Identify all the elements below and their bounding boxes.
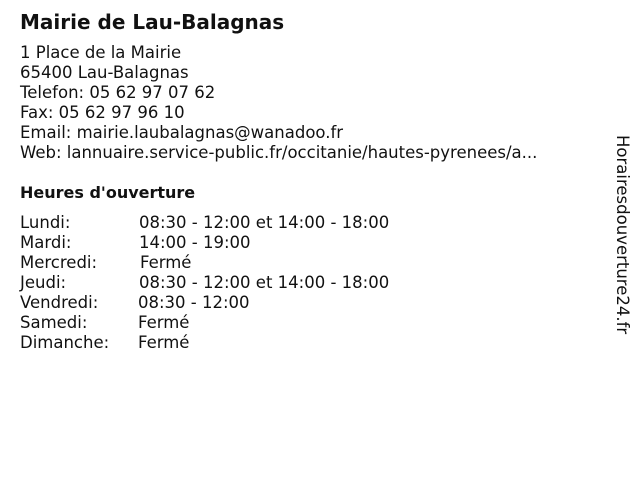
day-hours: 08:30 - 12:00 [138,293,250,312]
watermark-text: Horairesdouverture24.fr [613,135,632,335]
day-label: Vendredi: [20,293,99,312]
day-label: Dimanche: [20,333,110,352]
street-address: 1 Place de la Mairie [20,43,182,62]
day-label: Lundi: [20,213,71,232]
day-hours: Fermé [138,313,190,332]
day-hours: 14:00 - 19:00 [139,233,251,252]
hours-heading: Heures d'ouverture [20,183,196,202]
day-hours: 08:30 - 12:00 et 14:00 - 18:00 [139,213,390,232]
phone-number: Telefon: 05 62 97 07 62 [20,83,216,102]
email-link[interactable]: Email: mairie.laubalagnas@wanadoo.fr [20,123,344,142]
day-label: Jeudi: [20,273,67,292]
day-label: Samedi: [20,313,88,332]
fax-number: Fax: 05 62 97 96 10 [20,103,185,122]
day-hours: 08:30 - 12:00 et 14:00 - 18:00 [139,273,390,292]
city-address: 65400 Lau-Balagnas [20,63,189,82]
contact-info [20,43,537,163]
day-label: Mardi: [20,233,72,252]
day-hours: Fermé [138,333,190,352]
page-title: Mairie de Lau-Balagnas [20,10,285,34]
day-hours: Fermé [140,253,192,272]
web-link[interactable]: Web: lannuaire.service-public.fr/occitanie/hautes-pyrenees/a... [20,143,538,162]
day-label: Mercredi: [20,253,98,272]
